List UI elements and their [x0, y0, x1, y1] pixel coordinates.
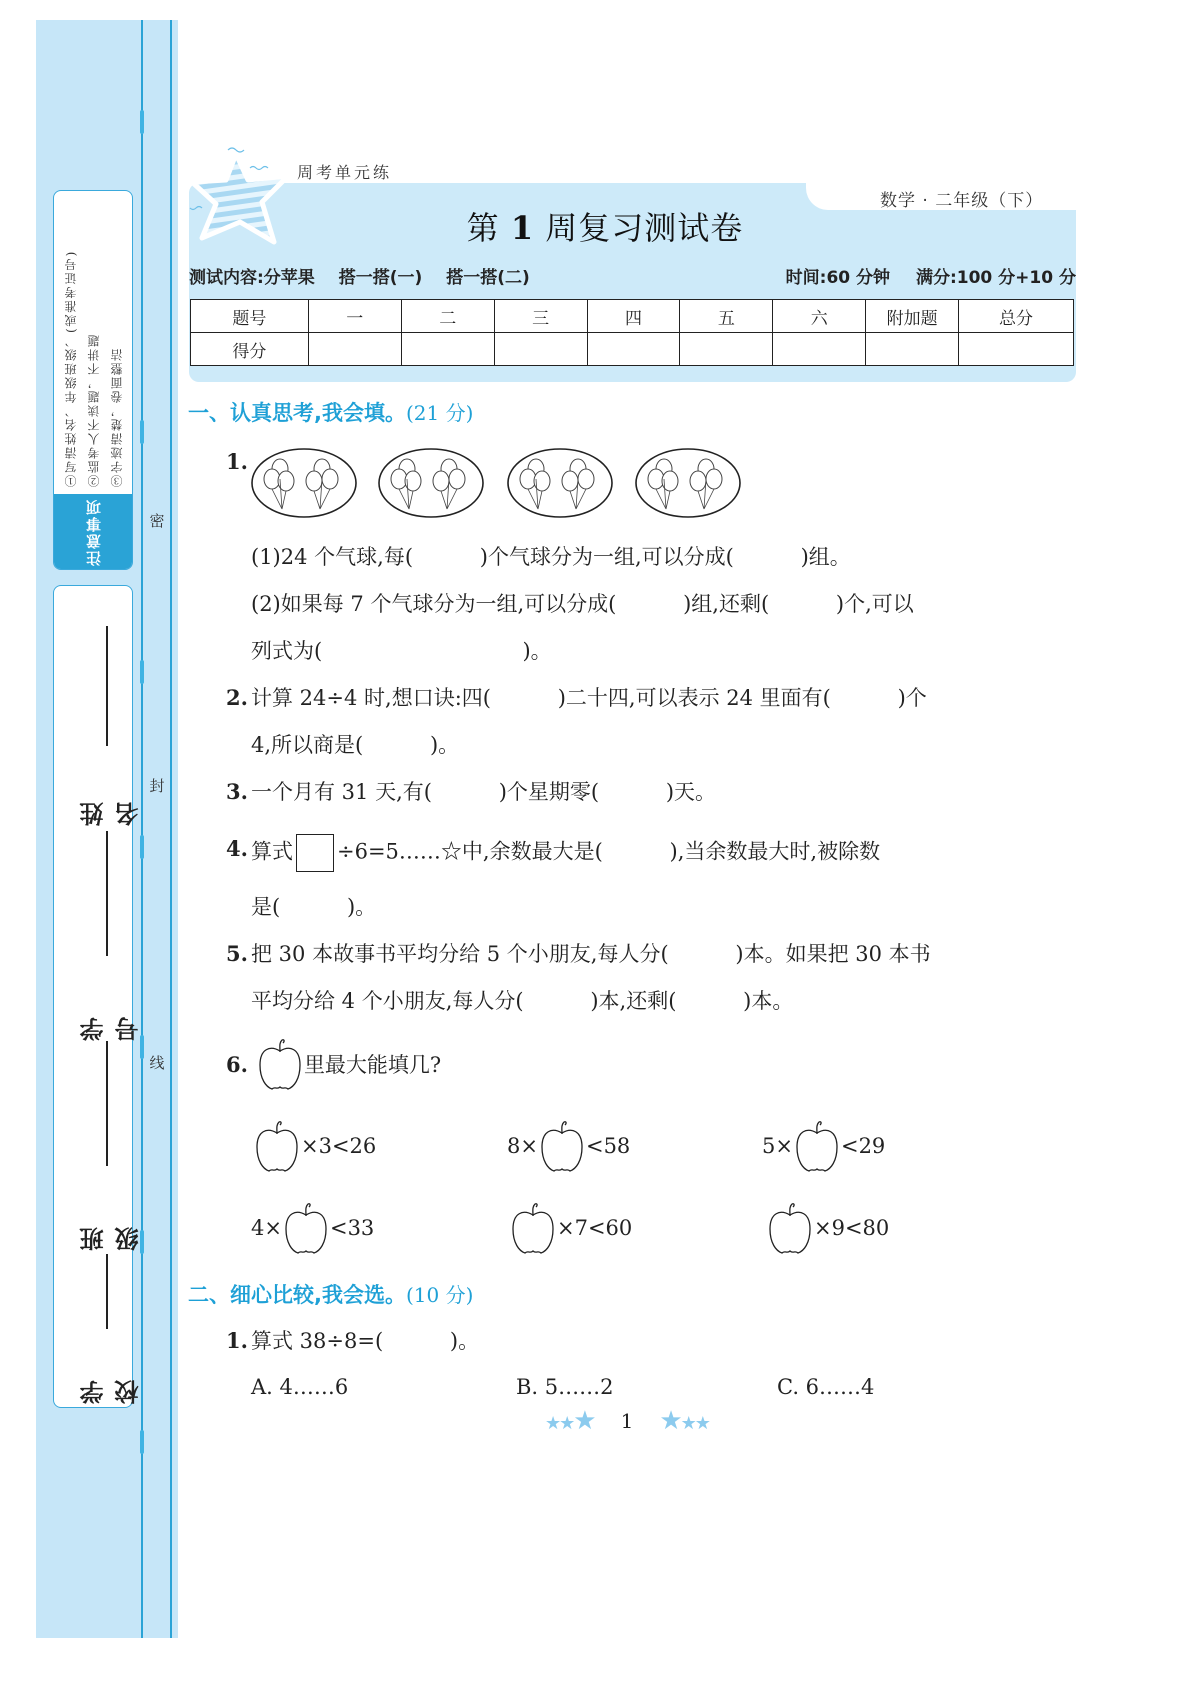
apple-answer-icon[interactable]	[793, 1119, 841, 1173]
test-content-item: 搭一搭(一)	[338, 268, 423, 288]
binding-margin	[36, 20, 178, 1638]
expr-before: 4×	[251, 1216, 282, 1240]
star-logo-icon	[188, 146, 303, 251]
apple-expression	[762, 1119, 885, 1173]
class-underline[interactable]	[106, 1041, 108, 1166]
apple-expression	[253, 1119, 376, 1173]
balloon-group-icon	[634, 447, 742, 519]
q2-line2: 4,所以商是( )。	[251, 733, 460, 757]
q4-number: 4.	[226, 836, 248, 861]
header-cell: 一	[308, 300, 401, 333]
seal-char-mi: 密	[149, 512, 165, 530]
q5-line1: 把 30 本故事书平均分给 5 个小朋友,每人分( )本。如果把 30 本书	[251, 942, 931, 966]
score-table-header-row	[191, 300, 1074, 333]
option-b[interactable]: B. 5……2	[516, 1375, 614, 1399]
score-cell[interactable]	[308, 333, 401, 366]
score-cell[interactable]	[773, 333, 866, 366]
q1-part1: (1)24 个气球,每( )个气球分为一组,可以分成( )组。	[251, 545, 851, 569]
q1-part2-cont: 列式为( )。	[251, 639, 552, 663]
seal-char-feng: 封	[149, 777, 165, 795]
balloon-group-icon	[250, 447, 358, 519]
notice-label	[54, 494, 132, 569]
score-cell[interactable]	[866, 333, 959, 366]
notice-item: ③字迹清楚，卷面整洁	[109, 347, 124, 487]
balloon-group-icon	[506, 447, 614, 519]
test-content-item: 搭一搭(二)	[446, 268, 530, 288]
star-decoration-right-icon: ★★★	[659, 1406, 709, 1436]
q1-part2: (2)如果每 7 个气球分为一组,可以分成( )组,还剩( )个,可以	[251, 592, 914, 616]
student-id-underline[interactable]	[106, 831, 108, 956]
school-field[interactable]	[54, 1254, 143, 1404]
q4-prefix: 算式	[251, 839, 293, 864]
q3-number: 3.	[226, 779, 248, 804]
band-tick	[140, 660, 144, 684]
expr-after: ×7<60	[557, 1216, 633, 1240]
score-cell[interactable]	[401, 333, 494, 366]
seal-char-xian: 线	[149, 1054, 165, 1072]
test-meta	[766, 263, 1076, 288]
expr-after: <58	[585, 1134, 631, 1158]
class-field[interactable]	[54, 1041, 143, 1251]
score-cell[interactable]	[587, 333, 680, 366]
apple-expression	[766, 1201, 889, 1255]
name-underline[interactable]	[106, 626, 108, 746]
page-title	[440, 203, 770, 249]
star-decoration-left-icon: ★★★	[545, 1406, 595, 1436]
apple-answer-icon[interactable]	[538, 1119, 586, 1173]
q2-number: 2.	[226, 685, 248, 710]
section-1-title	[188, 397, 473, 427]
expr-after: <29	[840, 1134, 886, 1158]
title-suffix: 周复习测试卷	[545, 209, 744, 247]
option-a[interactable]: A. 4……6	[251, 1375, 349, 1399]
q3-line1: 一个月有 31 天,有( )个星期零( )天。	[251, 780, 717, 804]
header-cell: 总分	[959, 300, 1074, 333]
score-table	[190, 299, 1074, 366]
band-tick	[140, 1430, 144, 1454]
student-info-box	[53, 585, 143, 1408]
section-2-title	[188, 1279, 473, 1309]
full-score: 满分:100 分+10 分	[915, 268, 1076, 288]
q1-number: 1.	[226, 449, 248, 474]
score-row-label: 得分	[191, 333, 309, 366]
seal-line-outer	[170, 20, 172, 1638]
test-content	[189, 263, 548, 288]
series-name: 周考单元练	[297, 163, 393, 182]
s2-q1-number: 1.	[226, 1328, 248, 1353]
name-field[interactable]	[54, 626, 143, 826]
apple-answer-icon[interactable]	[766, 1201, 814, 1255]
apple-icon	[256, 1037, 304, 1091]
q2-line1: 计算 24÷4 时,想口诀:四( )二十四,可以表示 24 里面有( )个	[251, 686, 927, 710]
band-tick	[140, 110, 144, 134]
header-cell: 题号	[191, 300, 309, 333]
apple-answer-icon[interactable]	[282, 1201, 330, 1255]
q4-line1	[251, 834, 880, 872]
q6-prompt-text: 里最大能填几?	[303, 1053, 442, 1077]
apple-expression	[509, 1201, 632, 1255]
score-cell[interactable]	[494, 333, 587, 366]
header-cell: 五	[680, 300, 773, 333]
title-prefix: 第	[466, 209, 500, 247]
school-label: 学校	[79, 1366, 143, 1404]
section-1-title-text: 一、认真思考,我会填。	[188, 401, 406, 425]
class-label: 班级	[79, 1213, 143, 1251]
q5-line2: 平均分给 4 个小朋友,每人分( )本,还剩( )本。	[251, 989, 794, 1013]
answer-square-box[interactable]	[296, 834, 334, 872]
name-label: 姓名	[79, 788, 143, 826]
band-tick	[140, 420, 144, 444]
q4-line2: 是( )。	[251, 895, 377, 919]
score-table-score-row	[191, 333, 1074, 366]
page-footer	[545, 1406, 709, 1436]
notice-label-text: 注意事项	[84, 497, 103, 566]
page-number: 1	[620, 1409, 634, 1433]
balloon-group-icon	[377, 447, 485, 519]
score-cell[interactable]	[680, 333, 773, 366]
expr-before: 5×	[762, 1134, 793, 1158]
exam-notice-box	[53, 190, 133, 570]
header-cell: 三	[494, 300, 587, 333]
notice-items	[60, 197, 128, 487]
expr-after: ×3<26	[301, 1134, 377, 1158]
time-limit: 时间:60 分钟	[785, 268, 891, 288]
q4-text: ÷6=5……☆中,余数最大是( ),当余数最大时,被除数	[337, 839, 881, 864]
score-cell[interactable]	[959, 333, 1074, 366]
q6-prompt	[226, 1037, 441, 1091]
expr-before: 8×	[507, 1134, 538, 1158]
s2-q1-line: 算式 38÷8=( )。	[251, 1329, 480, 1353]
header-cell: 附加题	[866, 300, 959, 333]
expr-after: ×9<80	[814, 1216, 890, 1240]
apple-expression	[251, 1201, 374, 1255]
header-cell: 二	[401, 300, 494, 333]
school-underline[interactable]	[106, 1254, 108, 1329]
section-2-title-text: 二、细心比较,我会选。	[188, 1283, 406, 1307]
notice-item: ①写清姓名、年级班级、(或准考证号)	[64, 249, 79, 487]
expr-after: <33	[329, 1216, 375, 1240]
test-content-label: 测试内容:分苹果	[189, 268, 315, 288]
option-c[interactable]: C. 6……4	[777, 1375, 875, 1399]
section-1-points: (21 分)	[405, 401, 474, 425]
q5-number: 5.	[226, 941, 248, 966]
apple-answer-icon[interactable]	[509, 1201, 557, 1255]
apple-answer-icon[interactable]	[253, 1119, 301, 1173]
apple-expression	[507, 1119, 630, 1173]
title-number: 1	[510, 209, 535, 247]
header-cell: 四	[587, 300, 680, 333]
header-cell: 六	[773, 300, 866, 333]
student-id-label: 学号	[79, 1003, 143, 1041]
section-2-points: (10 分)	[405, 1283, 474, 1307]
band-tick	[140, 835, 144, 859]
q6-number: 6.	[226, 1051, 248, 1077]
grade-label: 数学 · 二年级（下）	[880, 191, 1044, 211]
notice-item: ②监考人不读题，不讲题	[86, 333, 101, 487]
student-id-field[interactable]	[54, 831, 143, 1041]
